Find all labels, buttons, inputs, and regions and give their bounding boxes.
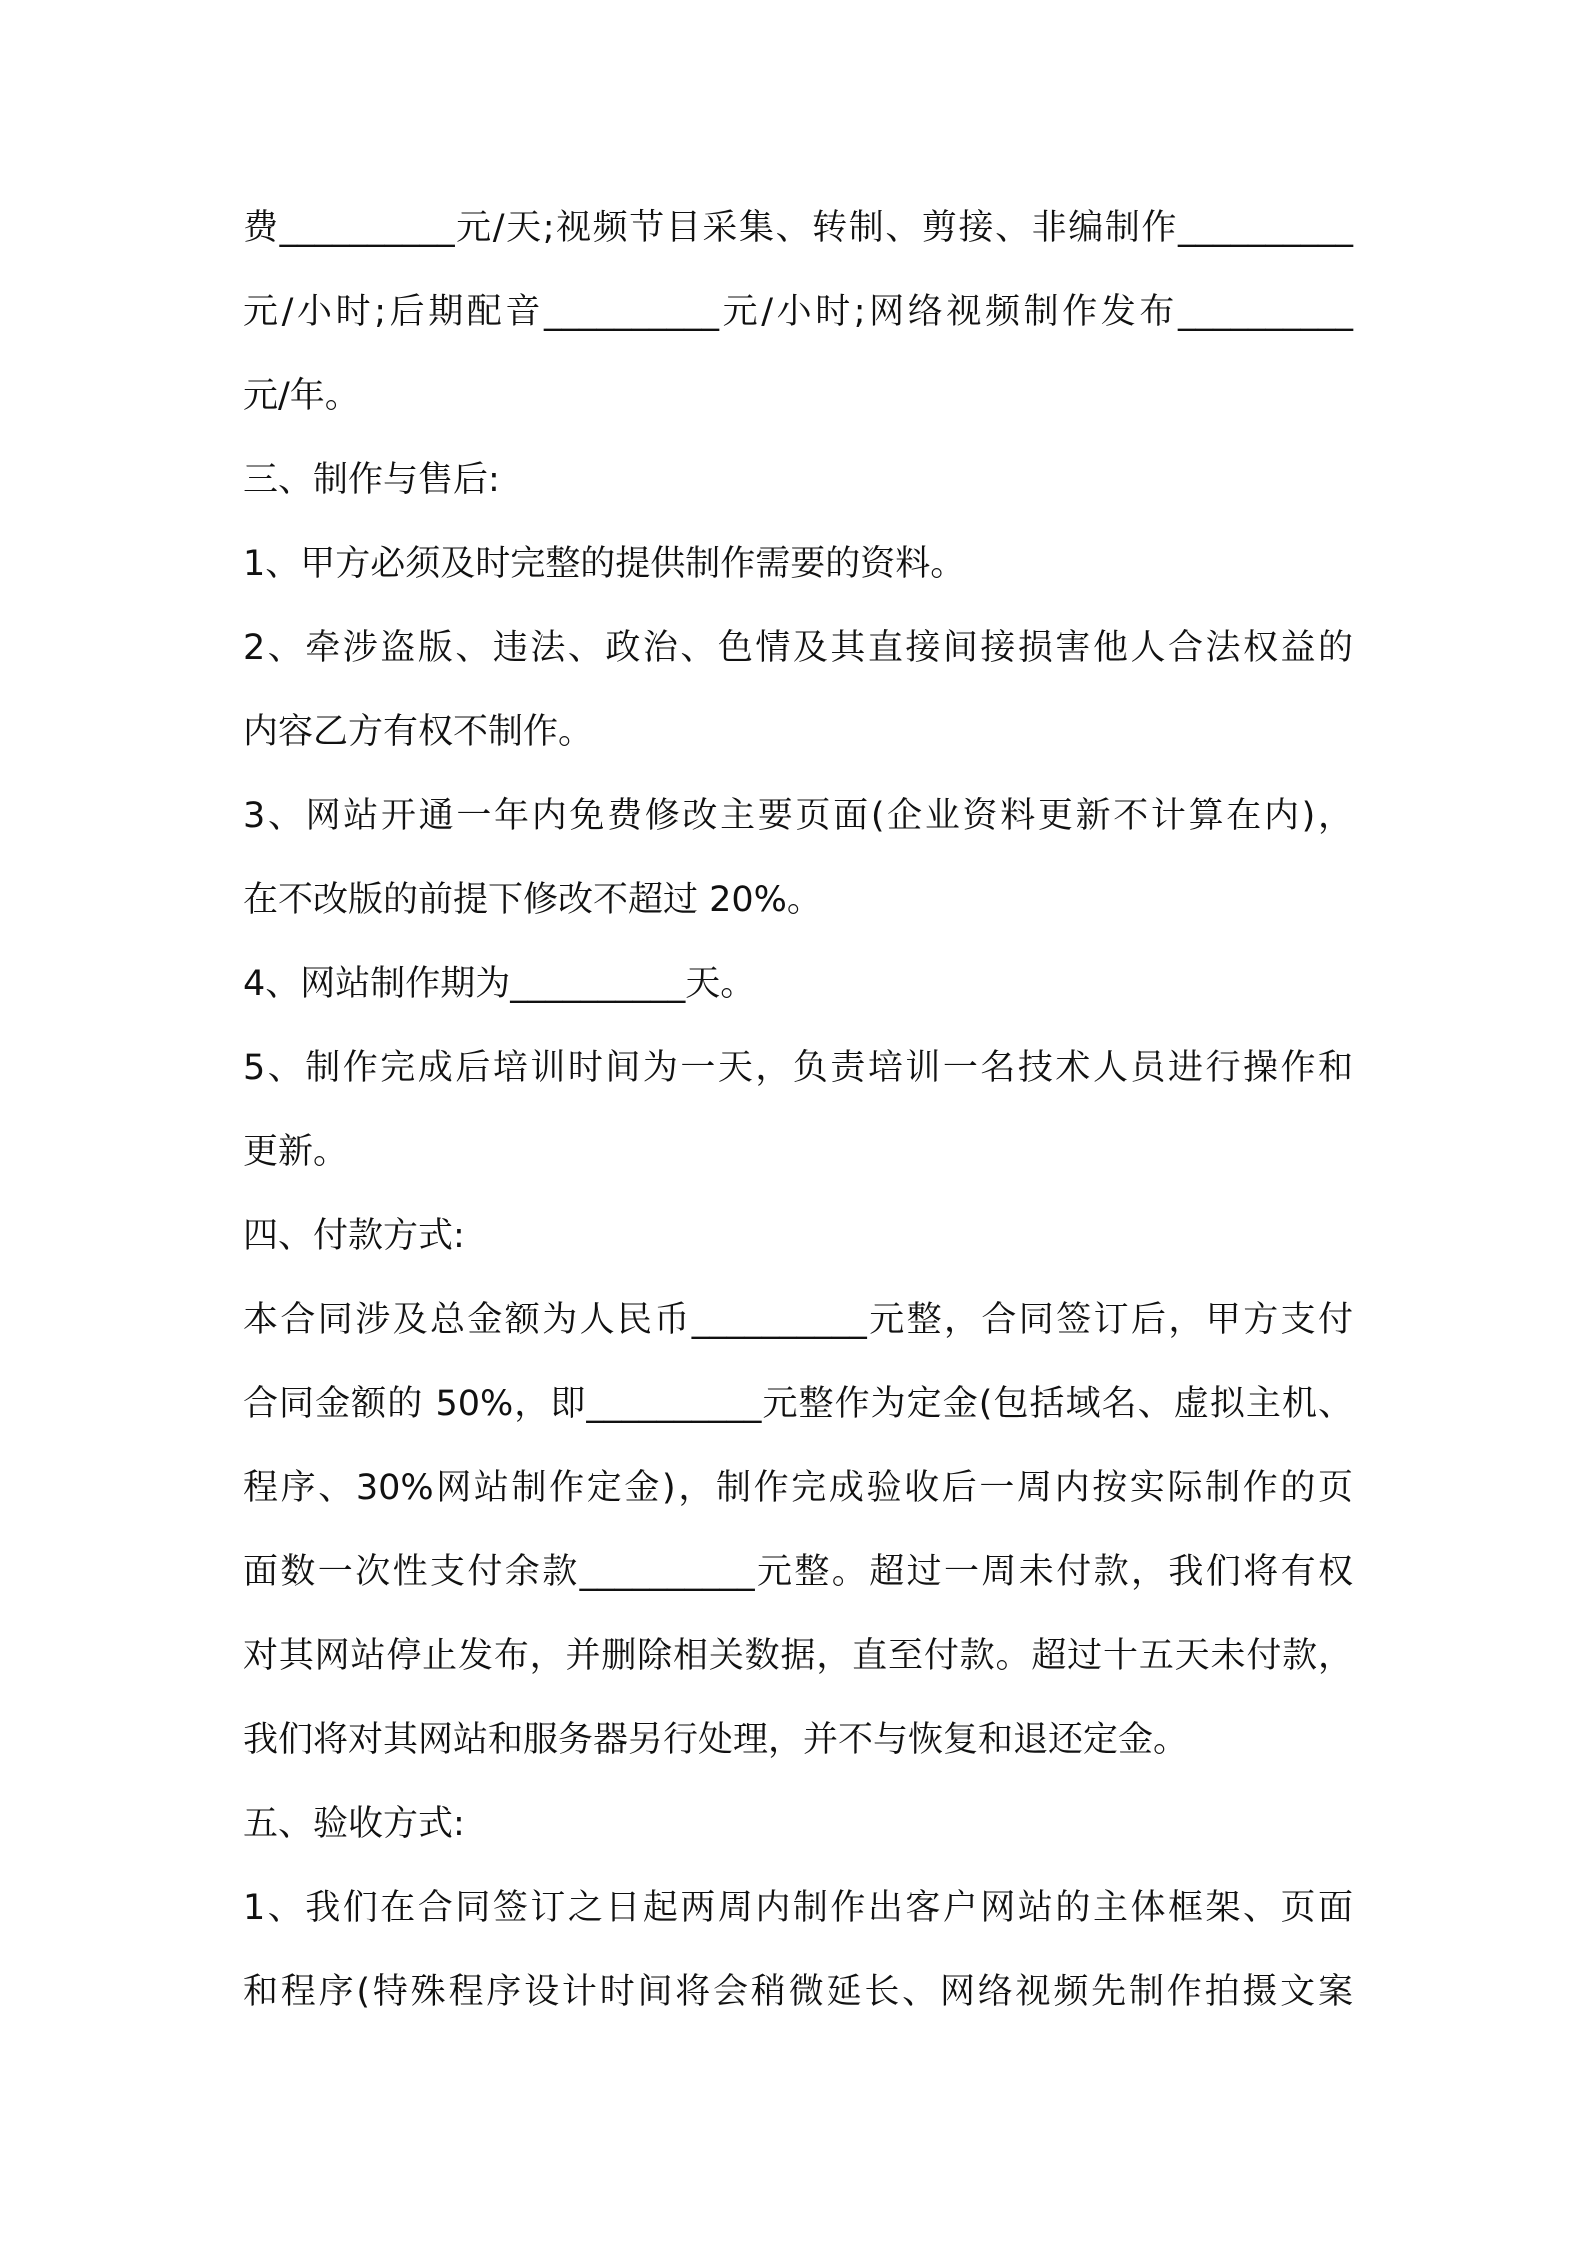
text-line: 1、我们在合同签订之日起两周内制作出客户网站的主体框架、页面 bbox=[243, 1888, 1353, 1928]
text-line: 对其网站停止发布，并删除相关数据，直至付款。超过十五天未付款， bbox=[243, 1636, 1353, 1676]
text-line: 在不改版的前提下修改不超过 20%。 bbox=[243, 880, 822, 920]
text-line: 1、甲方必须及时完整的提供制作需要的资料。 bbox=[243, 544, 966, 584]
text-line: 本合同涉及总金额为人民币__________元整，合同签订后，甲方支付 bbox=[243, 1300, 1353, 1340]
section-heading: 四、付款方式: bbox=[243, 1216, 465, 1256]
section-heading: 三、制作与售后: bbox=[243, 460, 500, 500]
text-line: 面数一次性支付余款__________元整。超过一周未付款，我们将有权 bbox=[243, 1552, 1353, 1592]
text-line: 2、牵涉盗版、违法、政治、色情及其直接间接损害他人合法权益的 bbox=[243, 628, 1353, 668]
text-line: 和程序(特殊程序设计时间将会稍微延长、网络视频先制作拍摄文案 bbox=[243, 1972, 1353, 2012]
text-line: 更新。 bbox=[243, 1132, 349, 1172]
text-line: 合同金额的 50%，即__________元整作为定金(包括域名、虚拟主机、 bbox=[243, 1384, 1353, 1424]
text-line: 费__________元/天;视频节目采集、转制、剪接、非编制作__________ bbox=[243, 208, 1353, 248]
section-heading: 五、验收方式: bbox=[243, 1804, 465, 1844]
text-line: 元/年。 bbox=[243, 376, 360, 416]
text-line: 3、网站开通一年内免费修改主要页面(企业资料更新不计算在内)， bbox=[243, 796, 1353, 836]
text-line: 元/小时;后期配音__________元/小时;网络视频制作发布__________ bbox=[243, 292, 1353, 332]
text-line: 程序、30%网站制作定金)，制作完成验收后一周内按实际制作的页 bbox=[243, 1468, 1353, 1508]
text-line: 我们将对其网站和服务器另行处理，并不与恢复和退还定金。 bbox=[243, 1720, 1189, 1760]
text-line: 内容乙方有权不制作。 bbox=[243, 712, 594, 752]
text-line: 4、网站制作期为__________天。 bbox=[243, 964, 756, 1004]
text-line: 5、制作完成后培训时间为一天，负责培训一名技术人员进行操作和 bbox=[243, 1048, 1353, 1088]
